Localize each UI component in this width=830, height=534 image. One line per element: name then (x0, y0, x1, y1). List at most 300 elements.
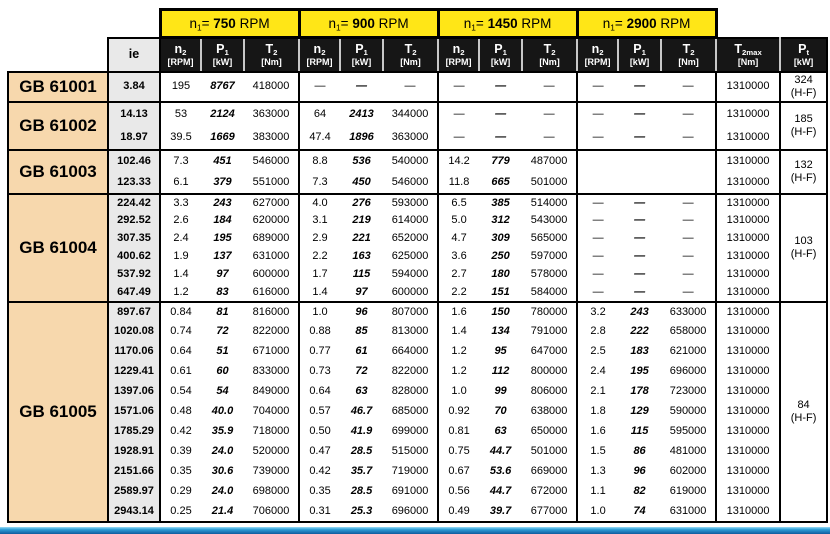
cell-t2: 481000 (669, 445, 707, 458)
col-header-n2-1450-symbol: $n_2$ (452, 42, 465, 58)
cell-n2: 1.1 (577, 482, 618, 502)
pt-value: 185 (794, 112, 813, 125)
table-row (8, 382, 827, 402)
table-row (8, 342, 827, 362)
cell-t2: 664000 (391, 345, 429, 358)
cell-t2: 723000 (669, 385, 707, 398)
model-label: GB 61005 (8, 302, 108, 522)
cell-pt (780, 150, 827, 194)
cell-t2: 828000 (391, 385, 429, 398)
cell-empty-speed (577, 150, 716, 194)
cell-n2: 0.81 (438, 422, 479, 442)
cell-p1: 536 (340, 150, 383, 172)
cell-p1: 97 (216, 268, 229, 281)
cell-n2: 8.8 (299, 150, 340, 172)
cell-p1: 222 (630, 325, 649, 338)
cell-t2max: 1310000 (716, 402, 780, 422)
col-header-n2-900-unit: [RPM] (306, 56, 333, 67)
cell-t2: 501000 (530, 445, 568, 458)
cell-n2: 1.2 (438, 342, 479, 362)
cell-t2: 791000 (530, 325, 568, 338)
cell-p1: 74 (618, 502, 661, 522)
col-header-n2-750-symbol: $n_2$ (174, 42, 187, 58)
col-header-p1-1450-symbol: $P_1$ (494, 42, 507, 58)
cell-n2: 1.6 (438, 302, 479, 322)
cell-p1: 450 (352, 175, 371, 188)
cell-p1: 28.5 (350, 445, 373, 458)
cell-p1: 150 (479, 302, 522, 322)
table-row (8, 126, 827, 150)
cell-t2: 593000 (383, 194, 438, 212)
header-corner-gb (8, 38, 108, 72)
cell-n2: 0.88 (299, 322, 340, 342)
pt-note: (H-F) (790, 247, 817, 260)
col-header-pt (780, 38, 827, 72)
col-header-p1-2900 (618, 38, 661, 72)
cell-n2: 2.5 (577, 342, 618, 362)
cell-p1: 82 (633, 485, 646, 498)
cell-n2: 2.8 (577, 322, 618, 342)
cell-t2: 849000 (252, 385, 290, 398)
cell-n2: 0.64 (299, 382, 340, 402)
cell-n2: 0.75 (438, 442, 479, 462)
cell-p1: 665 (491, 175, 510, 188)
cell-t2: 418000 (244, 72, 299, 102)
cell-p1: 1896 (349, 130, 374, 143)
speed-header-2900: $n_1= 2900$ RPM (577, 10, 716, 38)
cell-t2: 597000 (530, 250, 568, 263)
cell-t2: — (522, 102, 577, 126)
cell-t2max: 1310000 (716, 266, 780, 284)
cell-ie: 537.92 (108, 266, 160, 284)
table-row (8, 422, 827, 442)
cell-t2max: 1310000 (716, 150, 780, 172)
cell-t2: 487000 (522, 150, 577, 172)
cell-n2: — (299, 72, 340, 102)
cell-pt (780, 102, 827, 150)
cell-t2: 621000 (669, 345, 707, 358)
cell-n2: 1.0 (299, 302, 340, 322)
cell-t2: 822000 (391, 365, 429, 378)
model-label: GB 61003 (8, 150, 108, 194)
col-header-t2-1450-unit: [Nm] (539, 56, 560, 67)
cell-t2: 816000 (244, 302, 299, 322)
cell-p1: — (634, 130, 646, 143)
cell-n2: 7.3 (160, 150, 201, 172)
cell-ie: 1229.41 (108, 362, 160, 382)
col-header-t2-1450-symbol: $T_2$ (543, 42, 556, 58)
cell-ie: 647.49 (108, 284, 160, 302)
cell-t2: 551000 (252, 175, 290, 188)
cell-ie: 3.84 (108, 72, 160, 102)
cell-p1: 44.7 (489, 445, 512, 458)
cell-p1: 195 (630, 365, 649, 378)
col-header-t2-2900 (661, 38, 716, 72)
model-label: GB 61001 (8, 72, 108, 102)
cell-t2: 619000 (669, 485, 707, 498)
cell-t2max: 1310000 (716, 126, 780, 150)
col-header-n2-900-symbol: $n_2$ (313, 42, 326, 58)
cell-n2: 1.9 (160, 248, 201, 266)
pt-value: 324 (794, 73, 813, 86)
cell-p1: 195 (213, 232, 232, 245)
cell-p1: 95 (494, 345, 507, 358)
col-header-n2-2900 (577, 38, 618, 72)
col-header-n2-2900-unit: [RPM] (584, 56, 611, 67)
cell-t2: 780000 (522, 302, 577, 322)
cell-n2: 1.2 (160, 284, 201, 302)
cell-t2max: 1310000 (716, 462, 780, 482)
bottom-accent-bar (0, 527, 830, 534)
cell-ie: 1397.06 (108, 382, 160, 402)
pt-note: (H-F) (790, 125, 817, 138)
table-row (8, 150, 827, 172)
cell-n2: 0.50 (299, 422, 340, 442)
cell-p1: 385 (479, 194, 522, 212)
cell-n2: 0.31 (299, 502, 340, 522)
cell-p1: — (479, 102, 522, 126)
cell-t2: 685000 (391, 405, 429, 418)
col-header-p1-900 (340, 38, 383, 72)
cell-n2: — (438, 126, 479, 150)
cell-t2: 689000 (252, 232, 290, 245)
cell-p1: 309 (491, 232, 510, 245)
col-header-pt-unit: [kW] (793, 56, 814, 67)
cell-n2: 0.49 (438, 502, 479, 522)
cell-t2max: 1310000 (716, 102, 780, 126)
cell-n2: 3.3 (160, 194, 201, 212)
cell-n2: 3.6 (438, 248, 479, 266)
cell-n2: 195 (160, 72, 201, 102)
cell-p1: — (618, 102, 661, 126)
pt-note: (H-F) (790, 411, 817, 424)
n1-label: $n_1=$ (463, 15, 488, 33)
cell-t2: 584000 (530, 285, 568, 298)
cell-t2: 806000 (530, 385, 568, 398)
col-header-p1-1450-unit: [kW] (490, 56, 511, 67)
cell-n2: 1.2 (438, 362, 479, 382)
cell-p1: — (495, 130, 507, 143)
cell-t2: 672000 (530, 485, 568, 498)
speed-header-900: $n_1= 900$ RPM (299, 10, 438, 38)
cell-n2: 53 (160, 102, 201, 126)
cell-n2: 1.3 (577, 462, 618, 482)
cell-n2: 2.9 (299, 230, 340, 248)
cell-t2: — (682, 268, 694, 281)
cell-p1: 61 (355, 345, 368, 358)
table-row (8, 72, 827, 102)
pt-value: 84 (797, 398, 810, 411)
cell-p1: 28.5 (350, 485, 373, 498)
cell-n2: 3.1 (299, 212, 340, 230)
cell-n2: 47.4 (299, 126, 340, 150)
cell-t2: 719000 (391, 465, 429, 478)
cell-p1: — (618, 194, 661, 212)
cell-t2: 739000 (252, 465, 290, 478)
cell-t2: 633000 (661, 302, 716, 322)
cell-t2: 677000 (522, 502, 577, 522)
cell-t2: 543000 (530, 214, 568, 227)
cell-t2: 698000 (252, 485, 290, 498)
cell-n2: 0.61 (160, 362, 201, 382)
cell-t2: 833000 (252, 365, 290, 378)
cell-t2: 704000 (252, 405, 290, 418)
cell-p1: 86 (633, 445, 646, 458)
cell-p1: 312 (491, 214, 510, 227)
cell-p1: 151 (491, 285, 510, 298)
cell-p1: 25.3 (340, 502, 383, 522)
speed-header-1450: $n_1= 1450$ RPM (438, 10, 577, 38)
cell-p1: — (634, 268, 646, 281)
cell-p1: 96 (633, 465, 646, 478)
cell-p1: 96 (340, 302, 383, 322)
cell-t2: 647000 (530, 345, 568, 358)
col-header-p1-750-symbol: $P_1$ (216, 42, 229, 58)
cell-t2: 595000 (669, 425, 707, 438)
cell-p1: 112 (491, 365, 510, 378)
cell-t2: — (661, 194, 716, 212)
ie-column-header: ie (108, 38, 160, 72)
cell-p1: 115 (630, 425, 649, 438)
cell-p1: 221 (352, 232, 371, 245)
col-header-t2max (716, 38, 780, 72)
cell-ie: 14.13 (108, 102, 160, 126)
cell-p1: 40.0 (211, 405, 234, 418)
cell-n2: 1.8 (577, 402, 618, 422)
col-header-t2-750 (244, 38, 299, 72)
col-header-p1-2900-unit: [kW] (629, 56, 650, 67)
cell-p1: 243 (618, 302, 661, 322)
cell-p1: 1669 (210, 130, 235, 143)
cell-n2: 0.25 (160, 502, 201, 522)
pt-note: (H-F) (790, 86, 817, 99)
col-header-p1-750 (201, 38, 244, 72)
cell-n2: 7.3 (299, 172, 340, 194)
table-row (8, 402, 827, 422)
cell-n2: 0.92 (438, 402, 479, 422)
cell-p1: 72 (216, 325, 229, 338)
cell-t2: 699000 (391, 425, 429, 438)
cell-p1: 183 (630, 345, 649, 358)
cell-n2: 0.74 (160, 322, 201, 342)
cell-p1: 276 (340, 194, 383, 212)
cell-p1: 137 (213, 250, 232, 263)
cell-p1: 46.7 (350, 405, 373, 418)
cell-n2: 0.67 (438, 462, 479, 482)
cell-t2: 520000 (252, 445, 290, 458)
cell-t2: 669000 (530, 465, 568, 478)
pt-value: 103 (794, 234, 813, 247)
cell-t2: — (682, 285, 694, 298)
cell-p1: 21.4 (201, 502, 244, 522)
cell-n2: 0.56 (438, 482, 479, 502)
col-header-t2-2900-symbol: $T_2$ (682, 42, 695, 58)
cell-p1: — (634, 285, 646, 298)
cell-t2: 625000 (391, 250, 429, 263)
cell-n2: — (577, 212, 618, 230)
cell-n2: 1.4 (438, 322, 479, 342)
cell-t2max: 1310000 (716, 284, 780, 302)
cell-t2: — (522, 72, 577, 102)
table-row (8, 302, 827, 322)
cell-t2max: 1310000 (716, 422, 780, 442)
cell-ie: 1020.08 (108, 322, 160, 342)
table-row (8, 322, 827, 342)
cell-n2: 0.54 (160, 382, 201, 402)
cell-t2: 691000 (391, 485, 429, 498)
cell-n2: 0.73 (299, 362, 340, 382)
cell-t2max: 1310000 (716, 72, 780, 102)
cell-n2: — (577, 248, 618, 266)
cell-n2: — (438, 102, 479, 126)
speed-header-row (8, 10, 827, 38)
cell-t2: 631000 (661, 502, 716, 522)
cell-n2: 0.39 (160, 442, 201, 462)
col-header-p1-750-unit: [kW] (212, 56, 233, 67)
cell-n2: 39.5 (160, 126, 201, 150)
n1-label: $n_1=$ (602, 15, 627, 33)
cell-pt (780, 194, 827, 302)
cell-ie: 307.35 (108, 230, 160, 248)
cell-p1: — (479, 72, 522, 102)
cell-n2: 3.2 (577, 302, 618, 322)
cell-p1: 41.9 (350, 425, 373, 438)
cell-ie: 224.42 (108, 194, 160, 212)
table-row (8, 502, 827, 522)
col-header-p1-1450 (479, 38, 522, 72)
table-row (8, 462, 827, 482)
cell-p1: 250 (491, 250, 510, 263)
cell-t2: — (682, 250, 694, 263)
cell-n2: 2.4 (577, 362, 618, 382)
col-header-n2-750-unit: [RPM] (167, 56, 194, 67)
cell-n2: 1.4 (299, 284, 340, 302)
cell-t2max: 1310000 (716, 172, 780, 194)
cell-p1: 184 (213, 214, 232, 227)
cell-t2: 614000 (391, 214, 429, 227)
cell-p1: 178 (630, 385, 649, 398)
table-row (8, 482, 827, 502)
cell-t2: 631000 (252, 250, 290, 263)
cell-p1: 2413 (340, 102, 383, 126)
cell-n2: 0.29 (160, 482, 201, 502)
cell-ie: 897.67 (108, 302, 160, 322)
table-row (8, 442, 827, 462)
cell-pt (780, 302, 827, 522)
cell-n2: 5.0 (438, 212, 479, 230)
cell-p1: 35.7 (350, 465, 373, 478)
cell-t2max: 1310000 (716, 502, 780, 522)
cell-pt (780, 72, 827, 102)
cell-p1: 35.9 (211, 425, 234, 438)
cell-t2: — (661, 102, 716, 126)
cell-p1: 2124 (201, 102, 244, 126)
cell-t2: 706000 (244, 502, 299, 522)
cell-n2: 0.77 (299, 342, 340, 362)
table-row (8, 266, 827, 284)
col-header-n2-1450-unit: [RPM] (445, 56, 472, 67)
table-row (8, 102, 827, 126)
cell-t2max: 1310000 (716, 342, 780, 362)
cell-p1: 115 (352, 268, 371, 281)
cell-n2: — (577, 284, 618, 302)
cell-t2: 383000 (252, 130, 290, 143)
cell-n2: 64 (299, 102, 340, 126)
col-header-t2-750-unit: [Nm] (261, 56, 282, 67)
cell-p1: 54 (216, 385, 229, 398)
col-header-t2-900-unit: [Nm] (400, 56, 421, 67)
cell-t2: 514000 (522, 194, 577, 212)
cell-p1: 81 (201, 302, 244, 322)
cell-t2max: 1310000 (716, 442, 780, 462)
cell-ie: 1571.06 (108, 402, 160, 422)
cell-n2: 0.47 (299, 442, 340, 462)
cell-p1: 30.6 (211, 465, 234, 478)
cell-t2: 813000 (391, 325, 429, 338)
cell-p1: — (634, 214, 646, 227)
cell-p1: 85 (355, 325, 368, 338)
col-header-t2-900 (383, 38, 438, 72)
cell-t2: 696000 (669, 365, 707, 378)
cell-n2: — (577, 266, 618, 284)
cell-t2: 594000 (391, 268, 429, 281)
cell-p1: 8767 (201, 72, 244, 102)
table-row (8, 212, 827, 230)
cell-t2: 718000 (252, 425, 290, 438)
header-corner-right (716, 10, 827, 38)
cell-n2: — (577, 230, 618, 248)
ratings-table (7, 8, 828, 523)
cell-n2: 2.2 (299, 248, 340, 266)
n1-label: $n_1=$ (328, 15, 353, 33)
cell-n2: 1.7 (299, 266, 340, 284)
cell-ie: 2151.66 (108, 462, 160, 482)
cell-t2: 515000 (391, 445, 429, 458)
cell-p1: 63 (494, 425, 507, 438)
cell-n2: 1.6 (577, 422, 618, 442)
cell-p1: 163 (352, 250, 371, 263)
cell-t2max: 1310000 (716, 212, 780, 230)
cell-t2max: 1310000 (716, 302, 780, 322)
cell-n2: 4.0 (299, 194, 340, 212)
cell-n2: 1.5 (577, 442, 618, 462)
cell-t2: 363000 (244, 102, 299, 126)
cell-t2: 627000 (244, 194, 299, 212)
col-header-t2-1450 (522, 38, 577, 72)
col-header-p1-900-symbol: $P_1$ (355, 42, 368, 58)
cell-ie: 1785.29 (108, 422, 160, 442)
cell-n2: 6.5 (438, 194, 479, 212)
cell-p1: 44.7 (489, 485, 512, 498)
cell-n2: — (577, 126, 618, 150)
cell-t2: 616000 (252, 285, 290, 298)
cell-t2: 807000 (383, 302, 438, 322)
cell-t2: 546000 (244, 150, 299, 172)
table-row (8, 284, 827, 302)
col-header-t2-900-symbol: $T_2$ (404, 42, 417, 58)
cell-t2max: 1310000 (716, 230, 780, 248)
cell-p1: 24.0 (211, 445, 234, 458)
table-row (8, 362, 827, 382)
cell-ie: 400.62 (108, 248, 160, 266)
cell-n2: 1.4 (160, 266, 201, 284)
header-corner-left (8, 10, 160, 38)
cell-n2: 2.6 (160, 212, 201, 230)
cell-n2: 0.84 (160, 302, 201, 322)
col-header-n2-1450 (438, 38, 479, 72)
cell-p1: 60 (216, 365, 229, 378)
cell-n2: 6.1 (160, 172, 201, 194)
